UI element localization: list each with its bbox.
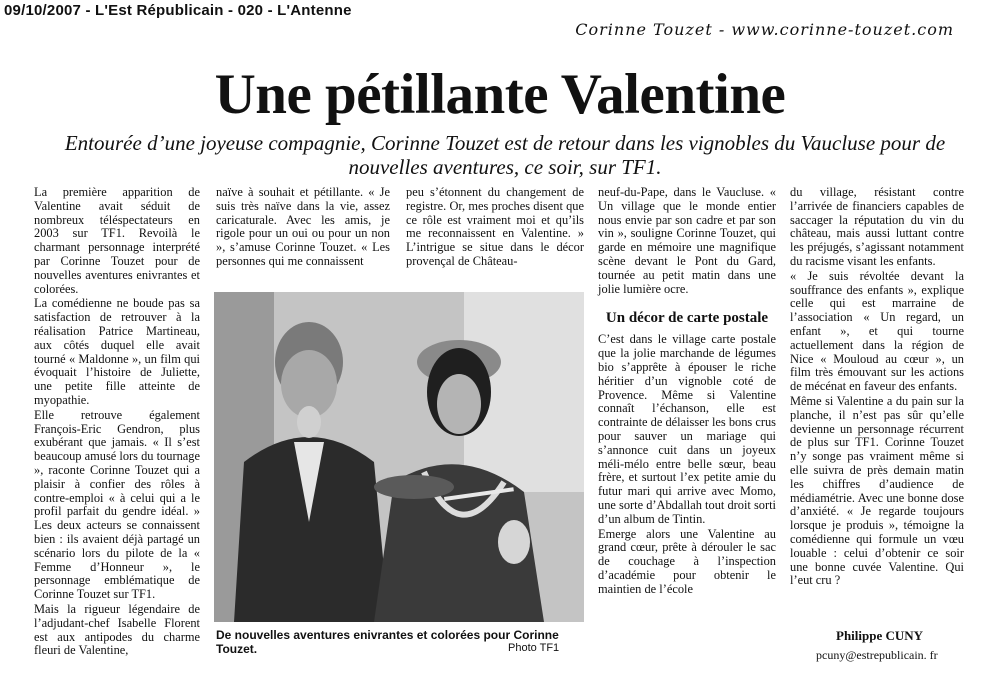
photo-credit: Photo TF1 [508,642,560,654]
paragraph: Emerge alors une Valentine au grand cœur, prête à dérouler le sac de couchage à l’inspection d’académie pour obtenir le maintien de l’école [598,526,776,596]
article-photo [214,292,584,622]
column-3-top [406,186,584,269]
column-5 [790,186,964,588]
photo-illustration [214,292,584,622]
paragraph: Même si Valentine a du pain sur la planche, il n’est pas sûr qu’elle devienne un personnage récurrent de plus sur TF1. Corinne Touzet n’y songe pas vraiment même si elle suivra de près demain matin les chiffres d’audience de médiamétrie. Avec une bonne dose d’anxiété. « Je regarde toujours lorsque je produis », témoigne la comédienne qui formule un vœu louable : celui d’obtenir ce soir une bonne cuvée Valentine. Qui l’eut cru ? [790,393,964,588]
paragraph: naïve à souhait et pétillante. « Je suis très naïve dans la vie, assez caricaturale. Avec les amis, je rigole pour un oui ou pour un non », s’amuse Corinne Touzet. « Les personnes qui me connaissent [216,185,390,268]
section-subhead: Un décor de carte postale [605,310,769,327]
column-1 [34,186,200,658]
article-standfirst: Entourée d’une joyeuse compagnie, Corinne Touzet est de retour dans les vignobles du Vaucluse pour de nouvelles aventures, ce soir, sur TF1. [64,131,946,179]
photo-caption: De nouvelles aventures enivrantes et colorées pour Corinne Touzet. [216,628,559,656]
paragraph: du village, résistant contre l’arrivée de financiers capables de saccager la réputation du vin du château, mais aussi luttant contre les préjugés, s’agissant notamment du racisme visant les enfants. [790,185,964,268]
author-byline: Philippe CUNY [836,628,924,643]
column-2-top [216,186,390,269]
paragraph: La comédienne ne boude pas sa satisfaction de retrouver à la réalisation Patrice Martineau, aux côtés duquel elle avait tourné « Maldonne », un film qui évoquait l’histoire de Juliette, une petite fille atteinte de myopathie. [34,296,200,407]
paragraph: Elle retrouve également François-Eric Gendron, plus exubérant que jamais. « Il s’est beaucoup amusé lors du tournage », raconte Corinne Touzet qui a plaisir à confier des rôles à contre-emploi « à celui qui a le profil parfait du gendre idéal. » Les deux acteurs se connaissent bien : ils avaient déjà partagé un scénario lors du pilote de la « Femme d’Honneur », le personnage emblématique de Corinne Touzet sur TF1. [34,407,200,602]
paragraph: « Je suis révoltée devant la souffrance des enfants », explique celle qui est marraine de l’association « Un regard, un enfant », et qui tourne actuellement dans la région de Nice « Mouloud au cœur », un film très émouvant sur les actions de mécénat en faveur des enfants. [790,268,964,394]
paragraph: La première apparition de Valentine avait séduit de nombreux téléspectateurs en 2003 sur TF1. Revoilà le charmant personnage interprété par Corinne Touzet pour de nouvelles aventures enivrantes et colorées. [34,185,200,296]
website-signature: Corinne Touzet - www.corinne-touzet.com [575,20,954,39]
source-line: 09/10/2007 - L'Est Républicain - 020 - L'Antenne [4,2,352,19]
author-email: pcuny@estrepublicain. fr [816,648,938,662]
article-headline: Une pétillante Valentine [214,63,786,126]
paragraph: C’est dans le village carte postale que la jolie marchande de légumes bio s’apprête à épouser le riche héritier d’un vignoble coté de Provence. Même si Valentine connaît l’échanson, elle est contrainte de délaisser les bons crus pour sauver un mariage qui s’annonce cuit dans un joyeux méli-mélo entre belle sœur, beau frère, et surtout l’ex petite amie du futur mari qui arrive avec Momo, une sorte d’Abdallah tout droit sorti d’un album de Tintin. [598,332,776,526]
paragraph: Mais la rigueur légendaire de l’adjudant-chef Isabelle Florent est aux antipodes du charme fleuri de Valentine, [34,601,200,658]
paragraph: peu s’étonnent du changement de registre. Or, mes proches disent que ce rôle est vraiment moi et qu’ils me reconnaissent en Valentine. » L’intrigue se situe dans le décor provençal de Château- [406,185,584,268]
column-4 [598,186,776,597]
paragraph: neuf-du-Pape, dans le Vaucluse. « Un village que le monde entier nous envie par son cadre et par son vin », souligne Corinne Touzet, qui garde en mémoire une magnifique scène devant le Pont du Gard, tournée au petit matin dans une jolie lumière ocre. [598,185,776,296]
